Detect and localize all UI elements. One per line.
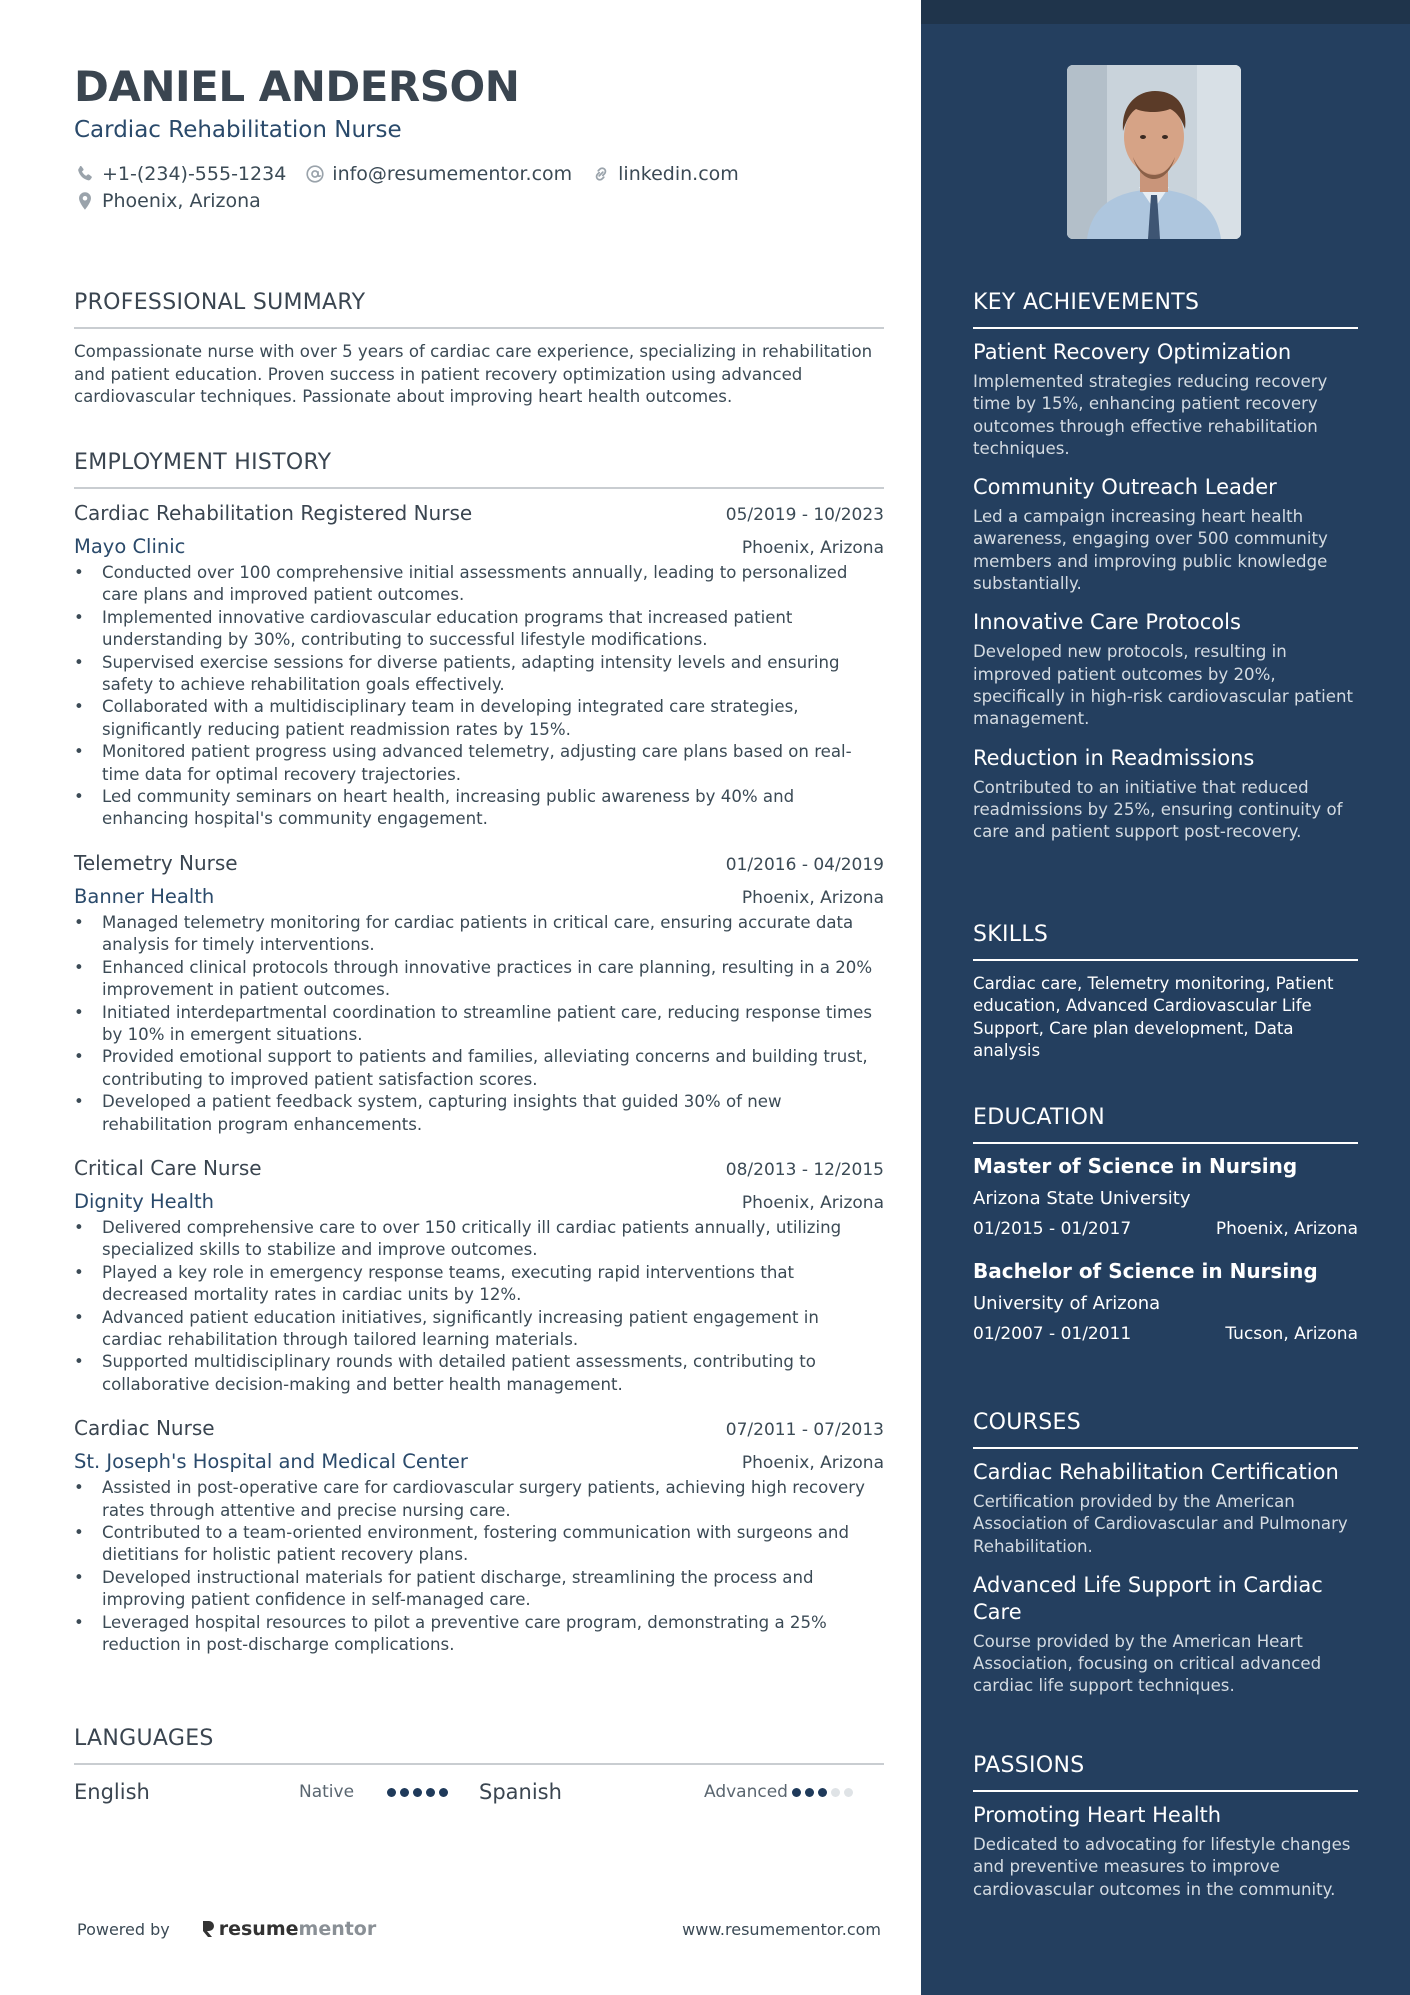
job-dates: 05/2019 - 10/2023 [725, 505, 884, 525]
passions-section [973, 1753, 1358, 1901]
rating-dot [400, 1788, 409, 1797]
achievement-title: Innovative Care Protocols [973, 610, 1241, 635]
contact-email[interactable] [304, 163, 572, 185]
job-title: Critical Care Nurse [74, 1155, 262, 1180]
profile-photo-image [1067, 65, 1241, 239]
job-bullets [74, 912, 884, 1136]
language-level: Advanced [704, 1782, 788, 1802]
job-entry [74, 501, 884, 831]
bullet-item: • Advanced patient education initiatives, significantly increasing patient engagement in cardiac rehabilitation through tailored learning materials. [74, 1307, 884, 1352]
sidebar-top-band [921, 0, 1410, 24]
bullet-item: • Delivered comprehensive care to over 150 critically ill cardiac patients annually, utilizing specialized skills to stabilize and improve outcomes. [74, 1217, 884, 1262]
courses-section [973, 1410, 1358, 1698]
brand-name-light: mentor [298, 1918, 377, 1940]
contact-info [74, 160, 757, 214]
rating-dot [413, 1788, 422, 1797]
job-location: Phoenix, Arizona [741, 538, 884, 558]
job-entry [74, 1416, 884, 1656]
phone-text: +1-(234)-555-1234 [102, 162, 287, 185]
bullet-item: • Monitored patient progress using advanced telemetry, adjusting care plans based on real-time data for optimal recovery trajectories. [74, 741, 884, 786]
job-dates: 08/2013 - 12/2015 [725, 1159, 884, 1180]
candidate-role: Cardiac Rehabilitation Nurse [74, 117, 402, 143]
course-title: Cardiac Rehabilitation Certification [973, 1460, 1339, 1484]
job-location: Phoenix, Arizona [741, 1453, 884, 1474]
bullet-item: • Contributed to a team-oriented environment, fostering communication with surgeons and dietitians for holistic patient recovery plans. [74, 1522, 884, 1567]
education-item [973, 1154, 1358, 1239]
course-text: Certification provided by the American Association of Cardiovascular and Pulmonary Rehabilitation. [973, 1492, 1348, 1556]
achievement-title: Reduction in Readmissions [973, 745, 1255, 770]
phone-icon [74, 163, 96, 185]
job-company: Mayo Clinic [74, 535, 186, 558]
professional-summary-section [74, 290, 884, 409]
bullet-item: • Leveraged hospital resources to pilot a preventive care program, demonstrating a 25% reduction in post-discharge complications. [74, 1612, 884, 1657]
rating-dot [426, 1788, 435, 1797]
achievement-item [973, 745, 1358, 844]
bullet-item: • Played a key role in emergency response teams, executing rapid interventions that decreased mortality rates in cardiac units by 12%. [74, 1262, 884, 1307]
bullet-item: • Developed instructional materials for patient discharge, streamlining the process and improving patient confidence in self-managed care. [74, 1567, 884, 1612]
job-location: Phoenix, Arizona [741, 887, 884, 908]
achievement-title: Community Outreach Leader [973, 475, 1277, 500]
education-section [973, 1105, 1358, 1344]
section-divider [973, 1447, 1358, 1449]
bullet-item: • Supported multidisciplinary rounds with detailed patient assessments, contributing to collaborative decision-making and better health management. [74, 1351, 884, 1396]
section-divider [74, 1763, 884, 1765]
bullet-item: • Supervised exercise sessions for diverse patients, adapting intensity levels and ensuring safety to achieve rehabilitation goals effectively. [74, 652, 884, 697]
skills-text: Cardiac care, Telemetry monitoring, Patient education, Advanced Cardiovascular Life Support, Care plan development, Data analysis [973, 974, 1334, 1060]
job-title: Telemetry Nurse [74, 850, 238, 875]
achievement-text: Implemented strategies reducing recovery time by 15%, enhancing patient recovery outcomes through effective rehabilitation techniques. [973, 372, 1328, 458]
job-bullets [74, 1477, 884, 1656]
location-pin-icon [74, 190, 96, 212]
section-divider [973, 1790, 1358, 1792]
bullet-item: • Assisted in post-operative care for cardiovascular surgery patients, achieving high recovery rates through attentive and precise nursing care. [74, 1477, 884, 1522]
job-location: Phoenix, Arizona [741, 1192, 884, 1213]
achievement-item [973, 339, 1358, 460]
section-divider [973, 1142, 1358, 1144]
section-divider [74, 327, 884, 329]
section-title: EDUCATION [973, 1105, 1106, 1130]
email-text: info@resumementor.com [332, 162, 573, 185]
education-location: Tucson, Arizona [1225, 1324, 1358, 1344]
achievement-title: Patient Recovery Optimization [973, 340, 1292, 364]
job-bullets [74, 562, 884, 831]
section-divider [74, 487, 884, 489]
education-school: Arizona State University [973, 1188, 1191, 1209]
bullet-item: • Initiated interdepartmental coordination to streamline patient care, reducing response times by 10% in emergent situations. [74, 1002, 884, 1047]
language-name: English [74, 1780, 150, 1804]
job-dates: 01/2016 - 04/2019 [725, 854, 884, 875]
summary-text: Compassionate nurse with over 5 years of cardiac care experience, specializing in rehabilitation and patient education. Proven success in patient recovery optimization using advanced cardiovascular techniques. Passionate about improving heart health outcomes. [74, 342, 873, 406]
contact-phone[interactable] [74, 163, 286, 185]
bullet-item: • Implemented innovative cardiovascular education programs that increased patient understanding by 30%, contributing to successful lifestyle modifications. [74, 607, 884, 652]
achievement-text: Developed new protocols, resulting in improved patient outcomes by 20%, specifically in high-risk cardiovascular patient management. [973, 642, 1354, 729]
section-title: EMPLOYMENT HISTORY [74, 450, 332, 475]
passion-title: Promoting Heart Health [973, 1803, 1222, 1827]
bullet-item: • Managed telemetry monitoring for cardiac patients in critical care, ensuring accurate data analysis for timely interventions. [74, 912, 884, 957]
education-degree: Master of Science in Nursing [973, 1154, 1298, 1178]
education-item [973, 1259, 1358, 1344]
powered-by-label: Powered by [77, 1919, 170, 1939]
education-school: University of Arizona [973, 1293, 1161, 1314]
section-title: PROFESSIONAL SUMMARY [74, 290, 366, 315]
job-title: Cardiac Rehabilitation Registered Nurse [74, 501, 473, 525]
language-rating [387, 1788, 448, 1797]
bullet-item: • Developed a patient feedback system, capturing insights that guided 30% of new rehabilitation program enhancements. [74, 1091, 884, 1136]
rating-dot [439, 1788, 448, 1797]
achievement-text: Contributed to an initiative that reduced readmissions by 25%, ensuring continuity of care and patient support post-recovery. [973, 777, 1343, 842]
rating-dot [818, 1788, 827, 1797]
languages-section [74, 1726, 884, 1807]
footer-website-link[interactable]: www.resumementor.com [682, 1919, 881, 1939]
language-name: Spanish [479, 1780, 562, 1804]
language-rating [792, 1788, 853, 1797]
section-title: COURSES [973, 1410, 1081, 1435]
passion-item [973, 1802, 1358, 1901]
at-sign-icon [304, 163, 326, 185]
course-text: Course provided by the American Heart Association, focusing on critical advanced cardiac life support techniques. [973, 1631, 1322, 1696]
resumementor-logo-icon [200, 1919, 216, 1939]
achievement-text: Led a campaign increasing heart health awareness, engaging over 500 community members and improving public knowledge substantially. [973, 507, 1328, 594]
job-entry [74, 1156, 884, 1396]
education-location: Phoenix, Arizona [1215, 1219, 1358, 1239]
bullet-item: • Enhanced clinical protocols through innovative practices in care planning, resulting in a 20% improvement in patient outcomes. [74, 957, 884, 1002]
achievement-item [973, 474, 1358, 595]
candidate-name: DANIEL ANDERSON [74, 62, 520, 111]
rating-dot [831, 1788, 840, 1797]
employment-history-section [74, 450, 884, 1656]
course-item [973, 1459, 1358, 1558]
profile-photo [1067, 65, 1241, 239]
education-degree: Bachelor of Science in Nursing [973, 1259, 1318, 1283]
education-dates: 01/2015 - 01/2017 [973, 1219, 1132, 1239]
course-item [973, 1572, 1358, 1698]
linkedin-text: linkedin.com [618, 162, 739, 185]
bullet-item: • Led community seminars on heart health, increasing public awareness by 40% and enhancing hospital's community engagement. [74, 786, 884, 831]
job-dates: 07/2011 - 07/2013 [725, 1420, 884, 1441]
language-entry [479, 1780, 884, 1804]
brand-logo[interactable] [200, 1918, 377, 1940]
job-title: Cardiac Nurse [74, 1416, 215, 1441]
location-text: Phoenix, Arizona [102, 189, 261, 212]
language-entry [74, 1780, 479, 1804]
job-entry [74, 851, 884, 1136]
sidebar [921, 0, 1410, 1995]
rating-dot [805, 1788, 814, 1797]
section-title: SKILLS [973, 922, 1049, 947]
section-title: KEY ACHIEVEMENTS [973, 290, 1200, 315]
job-company: Banner Health [74, 884, 215, 908]
rating-dot [387, 1788, 396, 1797]
brand-name-bold: resume [218, 1918, 299, 1940]
section-divider [973, 959, 1358, 961]
rating-dot [792, 1788, 801, 1797]
job-company: Dignity Health [74, 1189, 215, 1213]
contact-location [74, 190, 261, 212]
job-bullets [74, 1217, 884, 1396]
section-title: PASSIONS [973, 1753, 1085, 1778]
education-dates: 01/2007 - 01/2011 [973, 1324, 1132, 1344]
contact-linkedin[interactable] [590, 163, 739, 185]
footer [77, 1918, 881, 1940]
link-icon [590, 163, 612, 185]
rating-dot [844, 1788, 853, 1797]
bullet-item: • Provided emotional support to patients and families, alleviating concerns and building trust, contributing to improved patient satisfaction scores. [74, 1046, 884, 1091]
bullet-item: • Conducted over 100 comprehensive initial assessments annually, leading to personalized care plans and improved patient outcomes. [74, 562, 884, 607]
achievement-item [973, 609, 1358, 730]
language-level: Native [299, 1782, 355, 1802]
bullet-item: • Collaborated with a multidisciplinary team in developing integrated care strategies, significantly reducing patient readmission rates by 15%. [74, 696, 884, 741]
job-company: St. Joseph's Hospital and Medical Center [74, 1450, 468, 1474]
skills-section [973, 922, 1358, 1062]
key-achievements-section [973, 290, 1358, 843]
section-title: LANGUAGES [74, 1726, 214, 1751]
passion-text: Dedicated to advocating for lifestyle changes and preventive measures to improve cardiovascular outcomes in the community. [973, 1835, 1351, 1899]
powered-by [77, 1918, 376, 1940]
section-divider [973, 327, 1358, 329]
course-title: Advanced Life Support in Cardiac Care [973, 1572, 1323, 1624]
